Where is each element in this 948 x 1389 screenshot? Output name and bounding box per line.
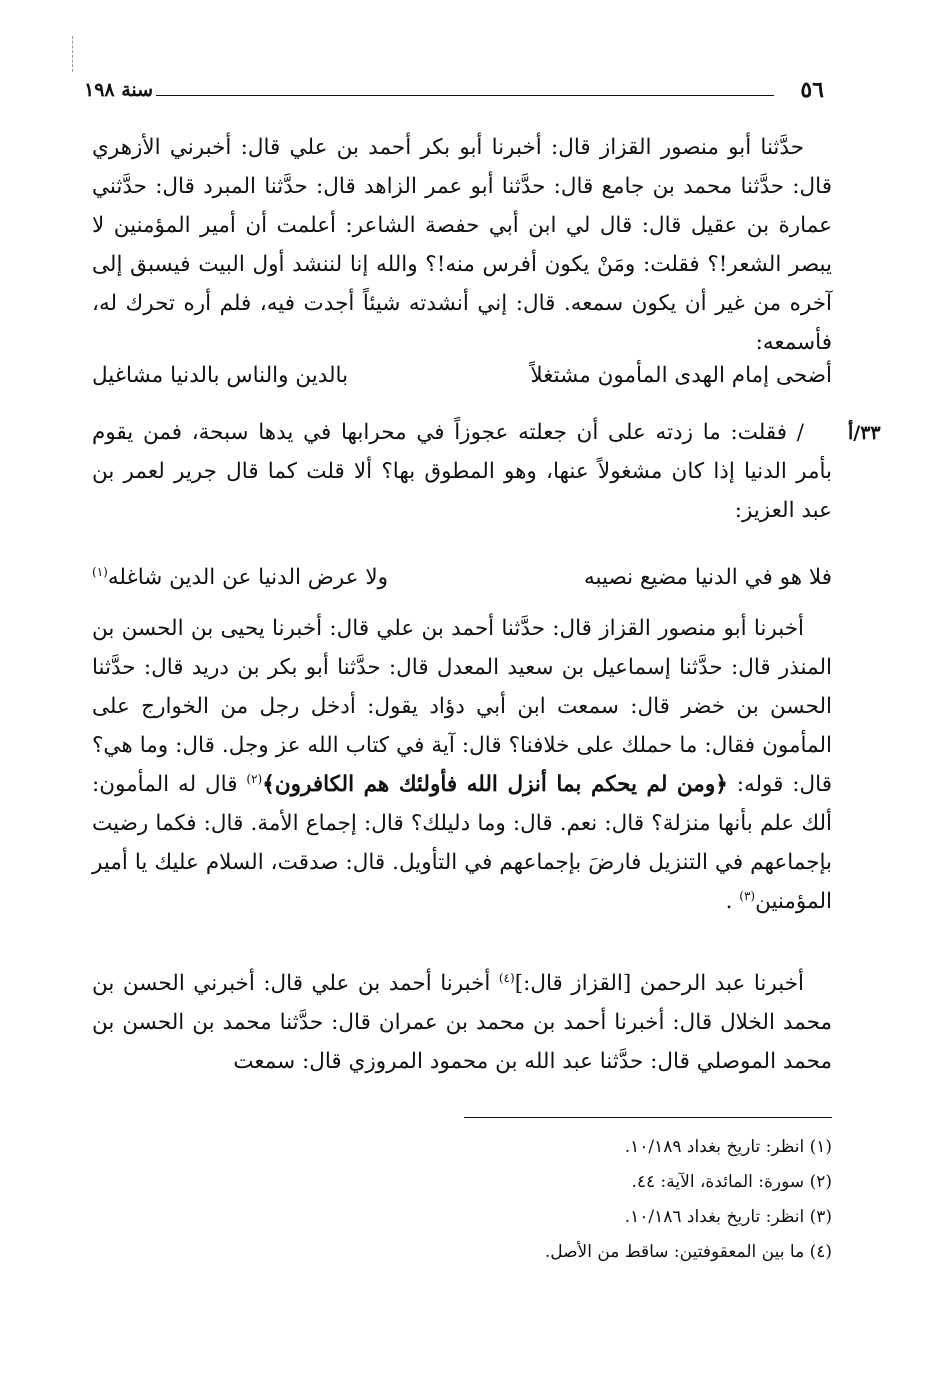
paragraph-3 xyxy=(92,609,832,921)
footnote-4: (٤) ما بين المعقوفتين: ساقط من الأصل. xyxy=(544,1242,832,1262)
footnote-3: (٣) انظر: تاريخ بغداد ١٠/١٨٦. xyxy=(624,1207,832,1227)
paragraph-4-text-b: أخبرنا أحمد بن علي قال: أخبرني الحسن بن محمد الخلال قال: أخبرنا أحمد بن محمد بن عمران قال: حدَّثنا محمد بن الحسن بن محمد الموصلي قال: حدَّثنا عبد الله بن محمود المروزي قال: سمعت xyxy=(92,971,832,1074)
footnotes xyxy=(470,1130,832,1270)
scan-edge-mark xyxy=(72,36,75,72)
footnote-1: (١) انظر: تاريخ بغداد ١٠/١٨٩. xyxy=(624,1137,832,1157)
paragraph-4 xyxy=(92,964,832,1081)
footnote-separator xyxy=(464,1117,832,1118)
verse-1-second-hemistich: بالدين والناس بالدنيا مشاغيل xyxy=(92,363,349,388)
paragraph-4-block xyxy=(92,964,832,1081)
paragraph-3-text-b: قال له المأمون: ألك علم بأنها منزلة؟ قال: نعم. قال: وما دليلك؟ قال: إجماع الأمة. قال: فكما رضيت بإجماعهم في التنزيل فارضَ بإجماعهم في التأويل. قال: صدقت، السلام عليك يا أمير المؤمنين xyxy=(92,772,832,914)
page-number: ٥٦ xyxy=(800,77,824,103)
verse-1 xyxy=(92,358,832,394)
year-label: سنة ١٩٨ xyxy=(84,79,154,101)
paragraph-4-text-a: أخبرنا عبد الرحمن [القزاز قال:] xyxy=(514,971,804,996)
verse-2-first-hemistich: فلا هو في الدنيا مضيع نصيبه xyxy=(584,565,832,590)
paragraph-3-text-a: أخبرنا أبو منصور القزاز قال: حدَّثنا أحمد بن علي قال: أخبرنا يحيى بن الحسن بن المنذر قال: حدَّثنا إسماعيل بن سعيد المعدل قال: حدَّثنا أبو بكر بن دريد قال: حدَّثنا الحسن بن خضر قال: سمعت ابن أبي دؤاد يقول: أدخل رجل من الخوارج على المأمون فقال: ما حملك على خلافنا؟ قال: آية في كتاب الله عز وجل. قال: وما هي؟ قال: قوله: xyxy=(92,616,832,797)
paragraph-2: / فقلت: ما زدته على أن جعلته عجوزاً في محرابها في يدها سبحة، فمن يقوم بأمر الدنيا إذا كان مشغولاً عنها، وهو المطوق بها؟ ألا قلت كما قال جرير لعمر بن عبد العزيز: xyxy=(92,420,832,523)
header-rule xyxy=(156,95,774,96)
footnote-ref-2: (٢) xyxy=(246,771,263,786)
footnote-ref-1: (١) xyxy=(92,564,108,579)
footnote-ref-3: (٣) xyxy=(739,888,756,903)
quran-quote: ﴿ومن لم يحكم بما أنزل الله فأولئك هم الكافرون﴾ xyxy=(262,772,728,797)
verse-2 xyxy=(92,560,832,596)
paragraph-1-block xyxy=(92,128,832,362)
paragraph-2-block xyxy=(92,413,832,530)
footnote-2: (٢) سورة: المائدة، الآية: ٤٤. xyxy=(631,1172,832,1192)
paragraph-1: حدَّثنا أبو منصور القزاز قال: أخبرنا أبو بكر أحمد بن علي قال: أخبرني الأزهري قال: حدَّثنا محمد بن جامع قال: حدَّثنا أبو عمر الزاهد قال: حدَّثنا المبرد قال: حدَّثني عمارة بن عقيل قال: قال لي ابن أبي حفصة الشاعر: أعلمت أن أمير المؤمنين لا يبصر الشعر!؟ فقلت: ومَنْ يكون أفرس منه!؟ والله إنا لننشد أول البيت فيسبق إلى آخره من غير أن يكون سمعه. قال: إني أنشدته شيئاً أجدت فيه، فلم أره تحرك له، فأسمعه: xyxy=(92,135,832,355)
paragraph-3-end-punct: . xyxy=(725,889,733,914)
paragraph-3-block xyxy=(92,609,832,921)
running-header xyxy=(84,76,824,106)
verse-1-first-hemistich: أضحى إمام الهدى المأمون مشتغلاً xyxy=(530,363,832,388)
verse-2-second-hemistich-wrap xyxy=(92,560,388,596)
verse-2-second-hemistich: ولا عرض الدنيا عن الدين شاغله xyxy=(107,565,388,590)
footnote-ref-4: (٤) xyxy=(498,970,515,985)
manuscript-folio-ref: ٣٣/أ xyxy=(848,422,881,444)
